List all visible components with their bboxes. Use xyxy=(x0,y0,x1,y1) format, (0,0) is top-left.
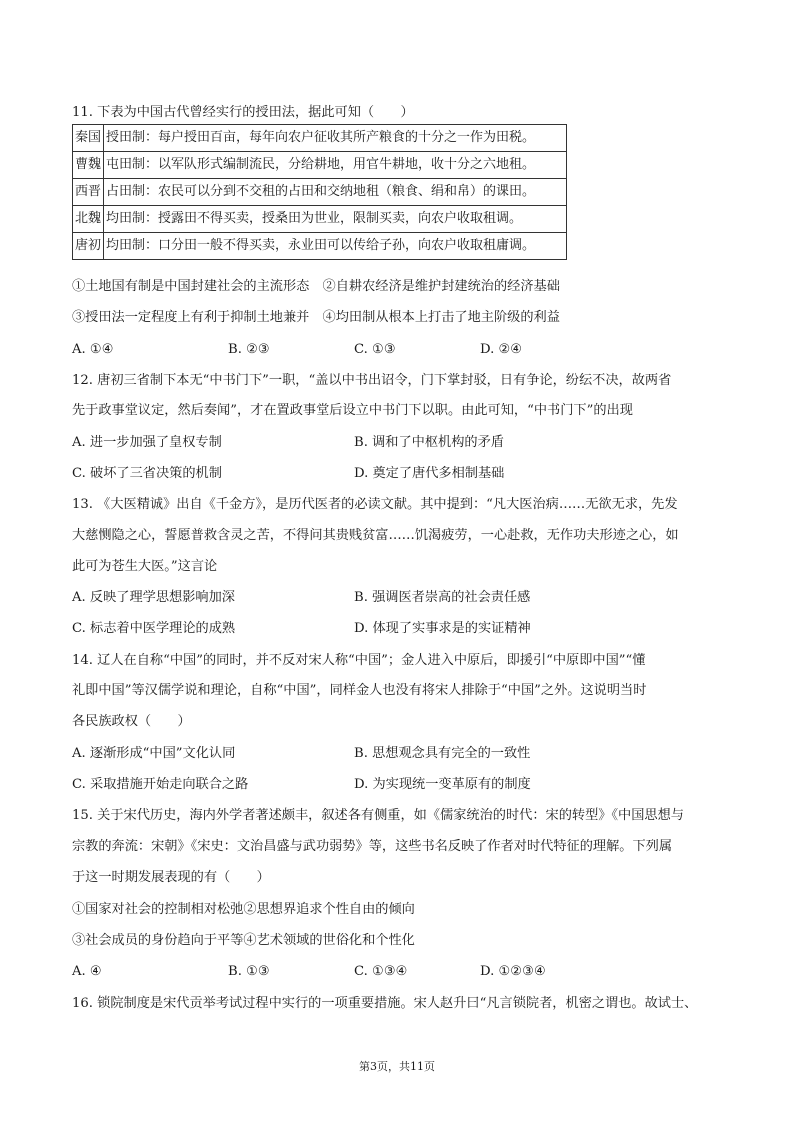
q14-stem-line: 礼即中国”等汉儒学说和理论，自称“中国”，同样金人也没有将宋人排除于“中国”之外。这说明当时 xyxy=(72,683,647,698)
table-row xyxy=(73,233,567,260)
q15-option-d[interactable]: D. ①②③④ xyxy=(480,964,546,979)
q15-statement: ③社会成员的身份趋向于平等④艺术领域的世俗化和个性化 xyxy=(72,933,415,948)
q15-stem-line: 于这一时期发展表现的有（ ） xyxy=(72,870,270,885)
q15-option-a[interactable]: A. ④ xyxy=(72,964,102,979)
q13-option-c[interactable]: C. 标志着中医学理论的成熟 xyxy=(72,621,236,636)
dynasty-cell: 北魏 xyxy=(73,206,104,233)
q11-option-b[interactable]: B. ②③ xyxy=(228,342,270,357)
q14-option-b[interactable]: B. 思想观念具有完全的一致性 xyxy=(354,746,531,761)
page-number: 第3页，共11页 xyxy=(359,1060,435,1073)
dynasty-cell: 秦国 xyxy=(73,125,104,152)
q11-statement: ①土地国有制是中国封建社会的主流形态 ②自耕农经济是维护封建统治的经济基础 xyxy=(72,279,560,294)
q13-option-d[interactable]: D. 体现了实事求是的实证精神 xyxy=(354,621,531,636)
table-row xyxy=(73,206,567,233)
q12-stem-line: 12. 唐初三省制下本无“中书门下”一职，“盖以中书出诏令，门下掌封驳，日有争论，纷纭不决，故两省 xyxy=(72,373,672,388)
q12-option-b[interactable]: B. 调和了中枢机构的矛盾 xyxy=(354,435,504,450)
q13-stem-line: 13. 《大医精诚》出自《千金方》，是历代医者的必读文献。其中提到：“凡大医治病……无欲无求，先发 xyxy=(72,497,678,512)
q16-stem-line: 16. 锁院制度是宋代贡举考试过程中实行的一项重要措施。宋人赵升曰“凡言锁院者，机密之谓也。故试士、 xyxy=(72,996,698,1011)
q14-stem-line: 各民族政权（ ） xyxy=(72,714,191,729)
q12-option-c[interactable]: C. 破坏了三省决策的机制 xyxy=(72,466,222,481)
table-row xyxy=(73,152,567,179)
q12-option-a[interactable]: A. 进一步加强了皇权专制 xyxy=(72,435,222,450)
q12-option-d[interactable]: D. 奠定了唐代多相制基础 xyxy=(354,466,505,481)
policy-cell: 占田制：农民可以分到不交租的占田和交纳地租（粮食、绢和帛）的课田。 xyxy=(104,179,567,206)
q15-stem-line: 宗教的奔流：宋朝》《宋史：文治昌盛与武功弱势》等，这些书名反映了作者对时代特征的理解。下列属 xyxy=(72,839,673,854)
policy-cell: 均田制：口分田一般不得买卖，永业田可以传给子孙，向农户收取租庸调。 xyxy=(104,233,567,260)
q11-option-a[interactable]: A. ①④ xyxy=(72,342,114,357)
q15-stem-line: 15. 关于宋代历史，海内外学者著述颇丰，叙述各有侧重，如《儒家统治的时代：宋的转型》《中国思想与 xyxy=(72,808,684,823)
q13-stem-line: 此可为苍生大医。”这言论 xyxy=(72,559,218,574)
dynasty-cell: 曹魏 xyxy=(73,152,104,179)
q15-option-b[interactable]: B. ①③ xyxy=(228,964,270,979)
table-row xyxy=(73,125,567,152)
q14-option-d[interactable]: D. 为实现统一变革原有的制度 xyxy=(354,777,531,792)
q13-stem-line: 大慈恻隐之心，誓愿普救含灵之苦，不得问其贵贱贫富……饥渴疲劳，一心赴救，无作功夫形迹之心，如 xyxy=(72,528,679,543)
q14-stem-line: 14. 辽人在自称“中国”的同时，并不反对宋人称“中国”；金人进入中原后，即援引“中原即中国”“懂 xyxy=(72,653,646,668)
dynasty-cell: 西晋 xyxy=(73,179,104,206)
q15-statement: ①国家对社会的控制相对松弛②思想界追求个性自由的倾向 xyxy=(72,902,415,917)
q11-statement: ③授田法一定程度上有利于抑制土地兼并 ④均田制从根本上打击了地主阶级的利益 xyxy=(72,310,560,325)
q13-option-a[interactable]: A. 反映了理学思想影响加深 xyxy=(72,590,235,605)
q12-stem-line: 先于政事堂议定，然后奏闻”，才在置政事堂后设立中书门下以职。由此可知，“中书门下”的出现 xyxy=(72,403,633,418)
q14-option-a[interactable]: A. 逐渐形成“中国”文化认同 xyxy=(72,746,236,761)
dynasty-cell: 唐初 xyxy=(73,233,104,260)
q11-option-d[interactable]: D. ②④ xyxy=(480,342,523,357)
policy-cell: 屯田制：以军队形式编制流民，分给耕地，用官牛耕地，收十分之六地租。 xyxy=(104,152,567,179)
q11-option-c[interactable]: C. ①③ xyxy=(354,342,396,357)
q14-option-c[interactable]: C. 采取措施开始走向联合之路 xyxy=(72,777,249,792)
land-grant-table xyxy=(72,124,567,260)
policy-cell: 授田制：每户授田百亩，每年向农户征收其所产粮食的十分之一作为田税。 xyxy=(104,125,567,152)
policy-cell: 均田制：授露田不得买卖，授桑田为世业，限制买卖，向农户收取租调。 xyxy=(104,206,567,233)
q11-stem: 11. 下表为中国古代曾经实行的授田法，据此可知（ ） xyxy=(72,105,414,120)
q13-option-b[interactable]: B. 强调医者崇高的社会责任感 xyxy=(354,590,531,605)
q15-option-c[interactable]: C. ①③④ xyxy=(354,964,408,979)
table-row xyxy=(73,179,567,206)
